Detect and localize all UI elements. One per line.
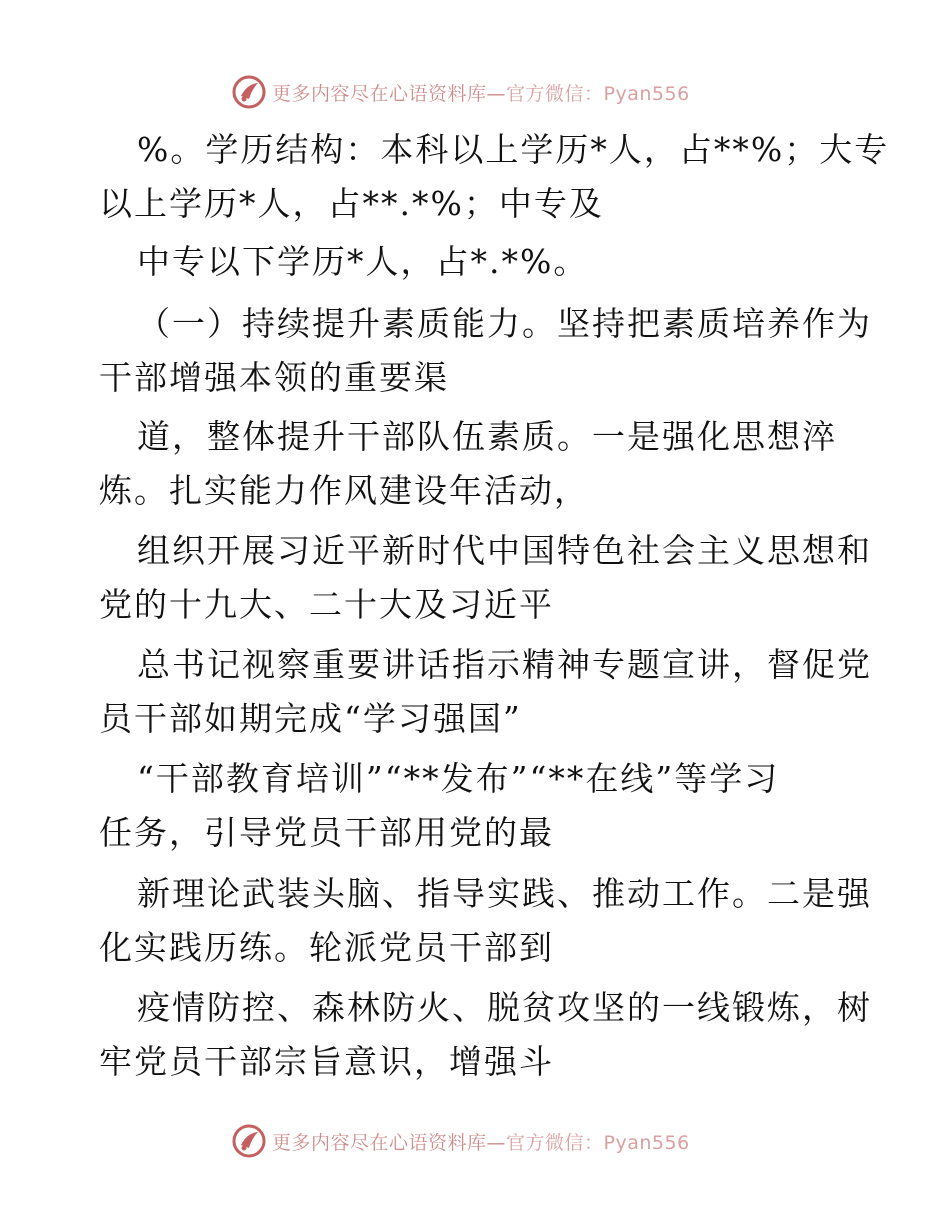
paragraph-line: 化实践历练。轮派党员干部到 xyxy=(99,928,554,967)
paragraph-line: 党的十九大、二十大及习近平 xyxy=(99,585,554,624)
paragraph-line: 牢党员干部宗旨意识，增强斗 xyxy=(99,1042,554,1081)
paragraph-line: %。学历结构：本科以上学历*人，占**%；大专 xyxy=(137,130,890,169)
logo-icon xyxy=(232,75,266,109)
paragraph-line: 新理论武装头脑、指导实践、推动工作。二是强 xyxy=(137,874,872,913)
header-watermark xyxy=(232,72,690,112)
paragraph-line: 道，整体提升干部队伍素质。一是强化思想淬 xyxy=(137,417,837,456)
paragraph-line: 中专以下学历*人，占*.*%。 xyxy=(137,242,589,281)
watermark-text: 更多内容尽在心语资料库—官方微信：Pyan556 xyxy=(272,1131,690,1154)
logo-icon xyxy=(232,1124,266,1158)
paragraph-line: 疫情防控、森林防火、脱贫攻坚的一线锻炼，树 xyxy=(137,988,872,1027)
paragraph-line: （一）持续提升素质能力。坚持把素质培养作为 xyxy=(137,304,872,343)
paragraph-line: 任务，引导党员干部用党的最 xyxy=(99,813,554,852)
paragraph-line: 干部增强本领的重要渠 xyxy=(99,358,449,397)
paragraph-line: 炼。扎实能力作风建设年活动， xyxy=(99,471,589,510)
footer-watermark xyxy=(232,1121,690,1161)
paragraph-line: 总书记视察重要讲话指示精神专题宣讲，督促党 xyxy=(137,645,872,684)
paragraph-line: 员干部如期完成“学习强国” xyxy=(99,699,522,738)
watermark-text: 更多内容尽在心语资料库—官方微信：Pyan556 xyxy=(272,82,690,105)
paragraph-line: 以上学历*人，占**.*%；中专及 xyxy=(99,184,604,223)
paragraph-line: “干部教育培训”“**发布”“**在线”等学习 xyxy=(137,759,780,798)
paragraph-line: 组织开展习近平新时代中国特色社会主义思想和 xyxy=(137,531,872,570)
